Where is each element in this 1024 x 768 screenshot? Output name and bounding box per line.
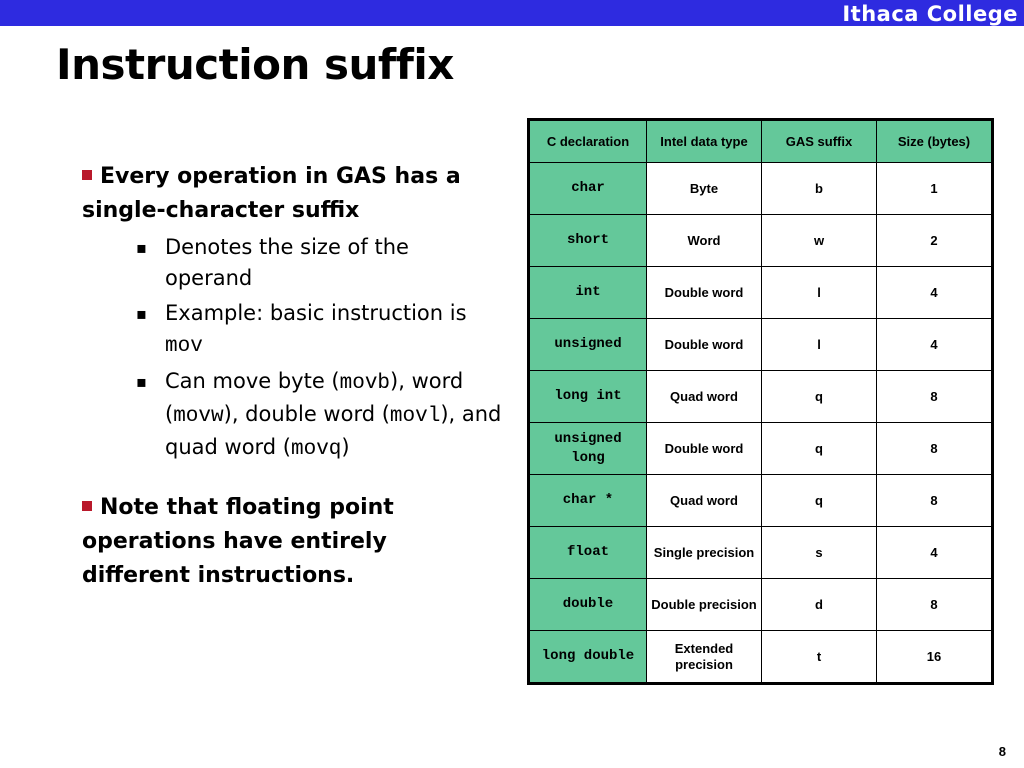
sub-bullet-3	[82, 366, 502, 465]
intel-type-cell: Byte	[647, 163, 762, 215]
intel-type-cell: Quad word	[647, 371, 762, 423]
c-declaration-cell: unsigned	[529, 319, 647, 371]
size-cell: 8	[877, 475, 993, 527]
c-declaration-cell: float	[529, 527, 647, 579]
table-row	[529, 631, 993, 684]
gas-suffix-cell: w	[762, 215, 877, 267]
table-row	[529, 371, 993, 423]
size-cell: 8	[877, 423, 993, 475]
intel-type-cell: Double word	[647, 423, 762, 475]
table-row	[529, 319, 993, 371]
gas-suffix-cell: s	[762, 527, 877, 579]
sub-bullet-3-text: ), and quad word (	[165, 402, 502, 459]
c-declaration-cell: short	[529, 215, 647, 267]
code-movq: movq	[291, 438, 342, 461]
bullet-1	[82, 160, 502, 228]
size-cell: 4	[877, 267, 993, 319]
table-row	[529, 215, 993, 267]
page-number: 8	[998, 744, 1006, 759]
column-header: GAS suffix	[762, 120, 877, 163]
gas-suffix-cell: q	[762, 423, 877, 475]
bullet-square-icon	[82, 170, 92, 180]
sub-bullet-3-text: ), double word (	[223, 402, 390, 426]
sub-bullet-1	[82, 232, 502, 294]
sub-bullet-2	[82, 298, 502, 362]
size-cell: 8	[877, 579, 993, 631]
column-header: Size (bytes)	[877, 120, 993, 163]
bullet-square-small-icon: ▪	[136, 372, 147, 391]
c-declaration-cell: int	[529, 267, 647, 319]
table-header-row	[529, 120, 993, 163]
column-header: Intel data type	[647, 120, 762, 163]
gas-suffix-cell: b	[762, 163, 877, 215]
gas-suffix-cell: t	[762, 631, 877, 684]
code-movb: movb	[339, 372, 391, 395]
size-cell: 16	[877, 631, 993, 684]
intel-type-cell: Quad word	[647, 475, 762, 527]
c-declaration-cell: long int	[529, 371, 647, 423]
intel-type-cell: Double precision	[647, 579, 762, 631]
code-movl: movl	[389, 405, 441, 428]
size-cell: 4	[877, 527, 993, 579]
c-declaration-cell: char	[529, 163, 647, 215]
intel-type-cell: Double word	[647, 319, 762, 371]
gas-suffix-cell: l	[762, 267, 877, 319]
intel-type-cell: Single precision	[647, 527, 762, 579]
c-declaration-cell: char *	[529, 475, 647, 527]
sub-bullet-3-text: )	[341, 435, 350, 459]
intel-type-cell: Word	[647, 215, 762, 267]
header-bar	[0, 0, 1024, 26]
gas-suffix-cell: d	[762, 579, 877, 631]
bullet-2	[82, 491, 502, 593]
bullet-square-small-icon: ▪	[136, 304, 147, 323]
table-row	[529, 163, 993, 215]
slide-title: Instruction suffix	[56, 40, 454, 89]
intel-type-cell: Extended precision	[647, 631, 762, 684]
code-movw: movw	[173, 405, 224, 428]
bullet-2-text: Note that floating point operations have entirely different instructions.	[82, 495, 394, 588]
gas-suffix-cell: q	[762, 475, 877, 527]
bullet-list	[82, 160, 502, 593]
table-row	[529, 267, 993, 319]
size-cell: 2	[877, 215, 993, 267]
size-cell: 8	[877, 371, 993, 423]
c-declaration-cell: unsigned long	[529, 423, 647, 475]
code-mov: mov	[165, 335, 203, 358]
sub-bullet-1-text: Denotes the size of the operand	[165, 235, 409, 290]
sub-bullet-3-text: ), word (	[165, 369, 464, 426]
bullet-square-small-icon: ▪	[136, 238, 147, 257]
size-cell: 1	[877, 163, 993, 215]
college-logo: Ithaca College	[842, 2, 1018, 26]
intel-type-cell: Double word	[647, 267, 762, 319]
table-row	[529, 579, 993, 631]
table-row	[529, 475, 993, 527]
suffix-table	[527, 118, 994, 685]
size-cell: 4	[877, 319, 993, 371]
sub-bullet-2-text: Example: basic instruction is	[165, 301, 467, 325]
table-row	[529, 527, 993, 579]
bullet-square-icon	[82, 501, 92, 511]
sub-bullet-3-text: Can move byte (	[165, 369, 340, 393]
c-declaration-cell: long double	[529, 631, 647, 684]
c-declaration-cell: double	[529, 579, 647, 631]
column-header: C declaration	[529, 120, 647, 163]
gas-suffix-cell: q	[762, 371, 877, 423]
table-row	[529, 423, 993, 475]
bullet-1-text: Every operation in GAS has a single-character suffix	[82, 164, 461, 223]
gas-suffix-cell: l	[762, 319, 877, 371]
